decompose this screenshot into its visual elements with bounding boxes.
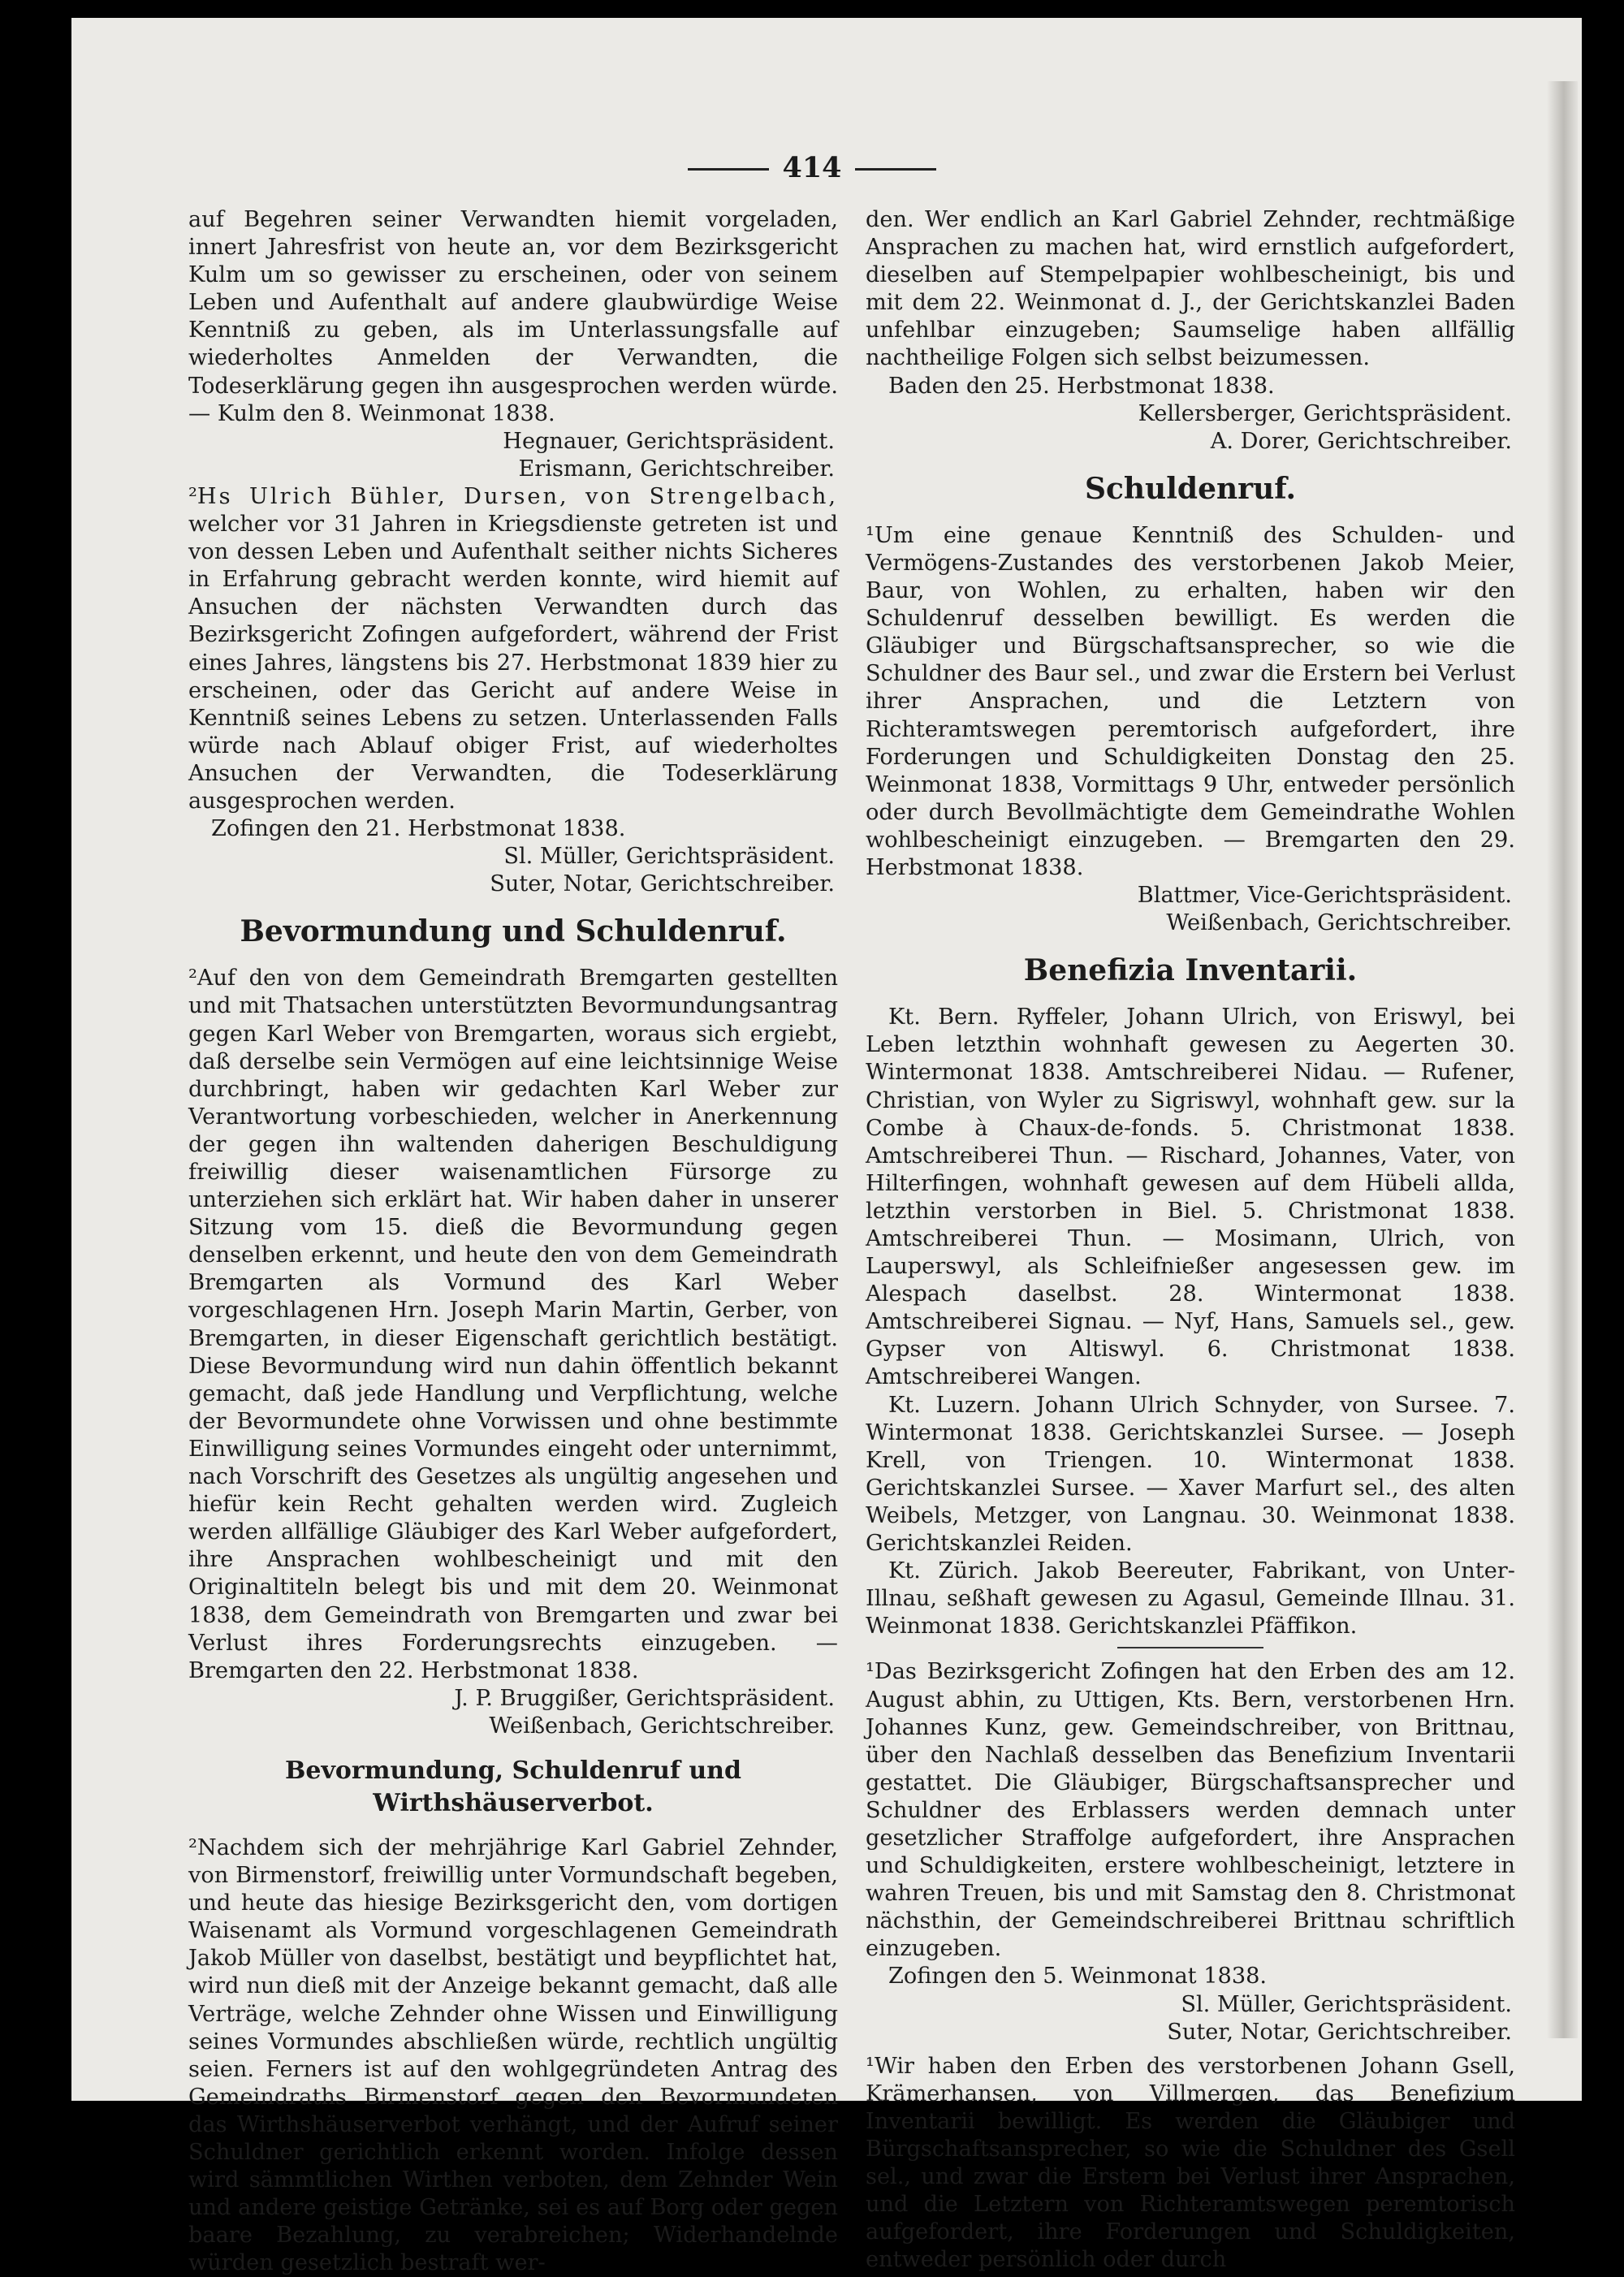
page-number-header	[0, 151, 1624, 184]
place-date: Zofingen den 5. Weinmonat 1838.	[888, 1964, 1268, 1990]
signature-clerk: Suter, Notar, Gerichtschreiber.	[1167, 2019, 1512, 2045]
signature-presiding-judge: J. P. Bruggißer, Gerichtspräsident.	[454, 1685, 835, 1711]
spacer	[188, 950, 838, 965]
signature-vice-president: Blattmer, Vice-Gerichtspräsident.	[1137, 883, 1512, 909]
spacer	[866, 937, 1515, 952]
signature-presiding-judge: Sl. Müller, Gerichtspräsident.	[1181, 1991, 1512, 2017]
signature-presiding-judge: Sl. Müller, Gerichtspräsident.	[503, 844, 835, 870]
paragraph-kunz: ¹Das Bezirksgericht Zofingen hat den Erben des am 12. August abhin, zu Uttigen, Kts. Bern, verstorbenen Hrn. Johannes Kunz, gew. Gemeindschreiber, von Brittnau, über den Nachlaß desselben das Benefizium Inventarii gestattet. Die Gläubiger, Bürgschaftsansprecher und Schuldner des Erblassers werden demnach unter gesetzlicher Straffolge aufgefordert, ihre Ansprachen und Schuldigkeiten, erstere wohlbescheinigt, letztere in wahren Treuen, bis und mit Samstag den 8. Christmonat nächsthin, der Gemeindschreiberei Brittnau schriftlich einzugeben.	[866, 1659, 1515, 1962]
spacer	[188, 898, 838, 913]
heading-benefizia-inventarii: Benefizia Inventarii.	[1023, 953, 1358, 988]
signature-clerk: Erismann, Gerichtschreiber.	[518, 456, 835, 482]
signature-clerk: A. Dorer, Gerichtschreiber.	[1210, 428, 1512, 454]
section-divider	[1117, 1647, 1263, 1648]
spacer	[866, 989, 1515, 1004]
spacer	[188, 1820, 838, 1834]
spacer	[866, 508, 1515, 522]
paragraph-zehnder-continued: den. Wer endlich an Karl Gabriel Zehnder, rechtmäßige Ansprachen zu machen hat, wird ernstlich aufgefordert, dieselben auf Stempelpapier wohlbescheinigt, bis und mit dem 22. Weinmonat d. J., der Gerichtskanzlei Baden unfehlbar einzugeben; Saumselige haben allfällig nachtheilige Folgen sich selbst beizumessen.	[866, 207, 1515, 371]
paragraph-gsell: ¹Wir haben den Erben des verstorbenen Johann Gsell, Krämerhansen, von Villmergen, das Benefizium Inventarii bewilligt. Es werden die Gläubiger und Bürgschaftsansprecher, so wie die Schuldner des Gsell sel., und zwar die Erstern bei Verlust ihrer Ansprachen, und die Letztern von Richteramtswegen peremtorisch aufgefordert, ihre Forderungen und Schuldigkeiten, entweder persönlich oder durch	[866, 2053, 1515, 2273]
signature-presiding-judge: Kellersberger, Gerichtspräsident.	[1138, 400, 1512, 426]
paragraph-meier: ¹Um eine genaue Kenntniß des Schulden- und Vermögens-Zustandes des verstorbenen Jakob Meier, Baur, von Wohlen, zu erhalten, haben wir den Schuldenruf desselben bewilligt. Es werden die Gläubiger und Bürgschaftsansprecher, so wie die Schuldner des Baur sel., und zwar die Erstern bei Verlust ihrer Ansprachen, und die Letztern von Richteramtswegen peremtorisch aufgefordert, ihre Forderungen und Schuldigkeiten Donstag den 25. Weinmonat 1838, Vormittags 9 Uhr, entweder persönlich oder durch Bevollmächtigte dem Gemeindrathe Wohlen wohlbescheinigt einzugeben. — Bremgarten den 29. Herbstmonat 1838.	[866, 522, 1515, 880]
spacer	[866, 456, 1515, 470]
header-rule-left	[688, 168, 769, 171]
paragraph-weber: ²Auf den von dem Gemeindrath Bremgarten gestellten und mit Thatsachen unterstützten Bevormundungsantrag gegen Karl Weber von Bremgarten, woraus sich ergiebt, daß derselbe sein Vermögen auf eine leichtsinnige Weise durchbringt, haben wir gedachten Karl Weber zur Verantwortung vorbeschieden, welcher in Anerkennung der gegen ihn waltenden daherigen Beschuldigung freiwillig dieser waisenamtlichen Fürsorge zu unterziehen sich erklärt hat. Wir haben daher in unserer Sitzung vom 15. dieß die Bevormundung gegen denselben erkennt, und heute den von dem Gemeindrath Bremgarten als Vormund des Karl Weber vorgeschlagenen Hrn. Joseph Marin Martin, Gerber, von Bremgarten, in dieser Eigenschaft gerichtlich bestätigt. Diese Bevormundung wird nun dahin öffentlich bekannt gemacht, daß jede Handlung und Verpflichtung, welche der Bevormundete ohne Vorwissen und ohne bestimmte Einwilligung seines Vormundes eingeht oder unternimmt, nach Vorschrift des Gesetzes als ungültig angesehen und hiefür kein Recht gehalten werden wird. Zugleich werden allfällige Gläubiger des Karl Weber aufgefordert, ihre Ansprachen wohlbescheinigt und mit den Originaltiteln belegt bis und mit dem 20. Weinmonat 1838, dem Gemeindrath von Bremgarten und zwar bei Verlust ihres Forderungsrechts einzugeben. — Bremgarten den 22. Herbstmonat 1838.	[188, 966, 838, 1683]
place-date: Zofingen den 21. Herbstmonat 1838.	[211, 816, 626, 842]
right-column	[866, 206, 1515, 2274]
paragraph-buehler-text: welcher vor 31 Jahren in Kriegsdienste getreten ist und von dessen Leben und Aufenthalt seither nichts Sicheres in Erfahrung gebracht werden konnte, wird hiemit auf Ansuchen der nächsten Verwandten durch das Bezirksgericht Zofingen aufgefordert, während der Frist eines Jahres, längstens bis 27. Herbstmonat 1839 hier zu erscheinen, oder das Gericht auf andere Weise in Kenntniß seines Lebens zu setzen. Unterlassenden Falls würde nach Ablauf obiger Frist, auf wiederholtes Ansuchen der Verwandten, die Todeserklärung ausgesprochen werden.	[188, 512, 838, 814]
signature-presiding-judge: Hegnauer, Gerichtspräsident.	[503, 428, 835, 454]
signature-clerk: Weißenbach, Gerichtschreiber.	[1166, 910, 1512, 936]
paragraph-kulm: auf Begehren seiner Verwandten hiemit vorgeladen, innert Jahresfrist von heute an, vor dem Bezirksgericht Kulm um so gewisser zu erscheinen, oder von seinem Leben und Aufenthalt auf andere glaubwürdige Weise Kenntniß zu geben, als im Unterlassungsfalle auf wiederholtes Anmelden der Verwandten, die Todeserklärung gegen ihn ausgesprochen werden würde. — Kulm den 8. Weinmonat 1838.	[188, 207, 838, 426]
paragraph-kt-zuerich: Kt. Zürich. Jakob Beereuter, Fabrikant, von Unter-Illnau, seßhaft gewesen zu Agasul, Gemeinde Illnau. 31. Weinmonat 1838. Gerichtskanzlei Pfäffikon.	[866, 1558, 1515, 1640]
spacer	[188, 1740, 838, 1755]
left-column	[188, 206, 838, 2277]
footnote-marker: ²	[188, 483, 197, 509]
page-gutter-shadow	[1547, 81, 1578, 2038]
signature-clerk: Suter, Notar, Gerichtschreiber.	[490, 871, 835, 897]
paragraph-kt-bern: Kt. Bern. Ryffeler, Johann Ulrich, von Eriswyl, bei Leben letzthin wohnhaft gewesen zu Aegerten 30. Wintermonat 1838. Amtschreiberei Nidau. — Rufener, Christian, von Wyler zu Sigriswyl, wohnhaft gew. sur la Combe à Chaux-de-fonds. 5. Christmonat 1838. Amtschreiberei Thun. — Rischard, Johannes, Vater, von Hilterfingen, wohnhaft gewesen auf dem Hübeli allda, letzthin verstorben in Biel. 5. Christmonat 1838. Amtschreiberei Thun. — Mosimann, Ulrich, von Lauperswyl, als Schleifnießer angesessen gew. im Alespach daselbst. 28. Wintermonat 1838. Amtschreiberei Signau. — Nyf, Hans, Samuels sel., gew. Gypser von Altiswyl. 6. Christmonat 1838. Amtschreiberei Wangen.	[866, 1005, 1515, 1390]
page-number: 414	[782, 151, 842, 184]
spacer	[866, 2046, 1515, 2053]
signature-clerk: Weißenbach, Gerichtschreiber.	[489, 1713, 835, 1739]
heading-bevormundung: Bevormundung und Schuldenruf.	[240, 914, 787, 949]
paragraph-kt-luzern: Kt. Luzern. Johann Ulrich Schnyder, von Sursee. 7. Wintermonat 1838. Gerichtskanzlei Sursee. — Joseph Krell, von Triengen. 10. Wintermonat 1838. Gerichtskanzlei Sursee. — Xaver Marfurt sel., des alten Weibels, Metzger, von Langnau. 30. Weinmonat 1838. Gerichtskanzlei Reiden.	[866, 1392, 1515, 1557]
header-rule-right	[855, 168, 936, 171]
heading-schuldenruf: Schuldenruf.	[1084, 471, 1297, 506]
heading-wirthshaeuserverbot: Bevormundung, Schuldenruf und Wirthshäuserverbot.	[285, 1756, 741, 1817]
place-date: Baden den 25. Herbstmonat 1838.	[888, 373, 1275, 399]
person-name: Hs Ulrich Bühler, Dursen, von Strengelbach,	[197, 483, 838, 509]
paragraph-zehnder: ²Nachdem sich der mehrjährige Karl Gabriel Zehnder, von Birmenstorf, freiwillig unter Vormundschaft begeben, und heute das hiesige Bezirksgericht den, vom dortigen Waisenamt als Vormund vorgeschlagenen Gemeindrath Jakob Müller von daselbst, bestätigt und beypflichtet hat, wird nun dieß mit der Anzeige bekannt gemacht, daß alle Verträge, welche Zehnder ohne Wissen und Einwilligung seines Vormundes abschließen würde, rechtlich ungültig seien. Ferners ist auf den wohlgegründeten Antrag des Gemeindraths Birmenstorf gegen den Bevormundeten das Wirthshäuserverbot verhängt, und der Aufruf seiner Schuldner gerichtlich erkennt worden. Infolge dessen wird sämmtlichen Wirthen verboten, dem Zehnder Wein und andere geistige Getränke, sei es auf Borg oder gegen baare Bezahlung, zu verabreichen; Widerhandelnde würden gesetzlich bestraft wer-	[188, 1834, 838, 2276]
paragraph-buehler	[188, 483, 838, 815]
